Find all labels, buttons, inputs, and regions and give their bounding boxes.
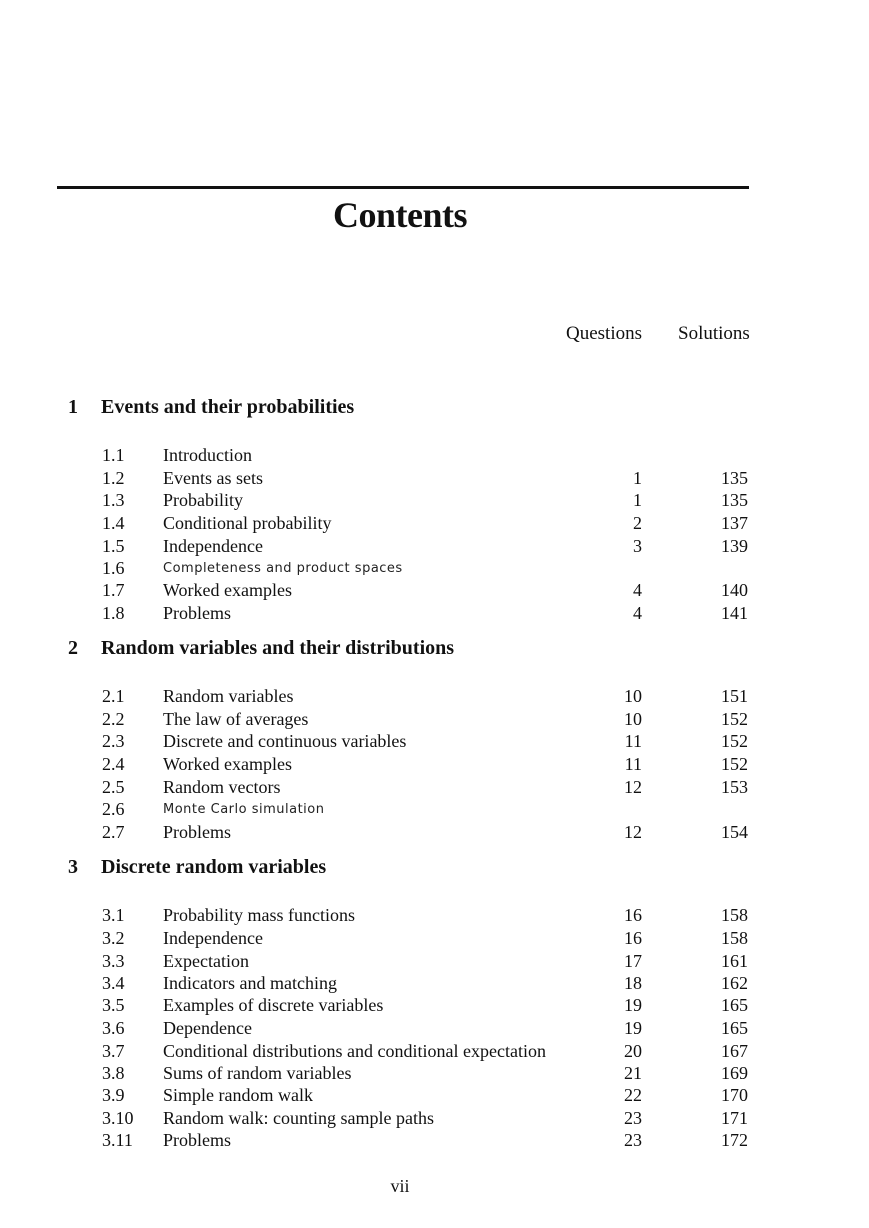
toc-entry-3-9[interactable]	[0, 1085, 869, 1107]
toc-entry-3-5[interactable]	[0, 995, 869, 1017]
section-number: 3.9	[102, 1085, 125, 1105]
solutions-page: 165	[721, 995, 748, 1015]
toc-entry-1-7[interactable]	[0, 580, 869, 602]
toc-entry-2-2[interactable]	[0, 709, 869, 731]
section-number: 1.6	[102, 558, 125, 578]
toc-entry-2-1[interactable]	[0, 686, 869, 708]
toc-entry-1-8[interactable]	[0, 603, 869, 625]
questions-page: 17	[624, 951, 642, 971]
section-number: 2.4	[102, 754, 125, 774]
section-title: Conditional distributions and conditional expectation	[163, 1041, 546, 1061]
chapter-number: 2	[68, 637, 78, 659]
section-number: 2.1	[102, 686, 125, 706]
questions-page: 11	[624, 754, 642, 774]
page-number: vii	[390, 1176, 410, 1196]
solutions-page: 165	[721, 1018, 748, 1038]
toc-entry-1-3[interactable]	[0, 490, 869, 512]
section-number: 2.7	[102, 822, 125, 842]
section-number: 1.4	[102, 513, 125, 533]
toc-entry-2-3[interactable]	[0, 731, 869, 753]
section-title: The law of averages	[163, 709, 309, 729]
section-number: 3.10	[102, 1108, 134, 1128]
section-title: Introduction	[163, 445, 252, 465]
questions-page: 4	[633, 580, 642, 600]
section-title: Completeness and product spaces	[163, 561, 403, 576]
section-title: Random variables	[163, 686, 294, 706]
chapter-title: Random variables and their distributions	[101, 637, 455, 659]
section-title: Random vectors	[163, 777, 281, 797]
section-number: 3.4	[102, 973, 125, 993]
questions-page: 16	[624, 928, 642, 948]
section-title: Expectation	[163, 951, 249, 971]
section-title: Worked examples	[163, 754, 293, 774]
section-title: Simple random walk	[163, 1085, 313, 1105]
section-title: Worked examples	[163, 580, 293, 600]
section-number: 3.5	[102, 995, 125, 1015]
toc-entry-3-11[interactable]	[0, 1130, 869, 1152]
toc-entry-1-5[interactable]	[0, 536, 869, 558]
questions-page: 22	[624, 1085, 642, 1105]
section-title: Events as sets	[163, 468, 263, 488]
questions-page: 11	[624, 731, 642, 751]
section-number: 2.2	[102, 709, 125, 729]
toc-entry-3-10[interactable]	[0, 1108, 869, 1130]
solutions-page: 162	[721, 973, 748, 993]
section-title: Indicators and matching	[163, 973, 337, 993]
section-title: Conditional probability	[163, 513, 332, 533]
toc-entry-3-8[interactable]	[0, 1063, 869, 1085]
section-number: 1.8	[102, 603, 125, 623]
section-number: 3.11	[102, 1130, 133, 1150]
solutions-page: 151	[721, 686, 748, 706]
chapter-number: 1	[68, 396, 78, 418]
questions-page: 19	[624, 1018, 642, 1038]
section-title: Discrete and continuous variables	[163, 731, 407, 751]
toc-entry-2-7[interactable]	[0, 822, 869, 844]
section-number: 3.2	[102, 928, 125, 948]
section-number: 3.1	[102, 905, 125, 925]
toc-entry-2-6[interactable]	[0, 799, 869, 821]
solutions-page: 152	[721, 731, 748, 751]
solutions-page: 158	[721, 928, 748, 948]
questions-column-header: Questions	[566, 323, 642, 344]
questions-page: 18	[624, 973, 642, 993]
section-title: Independence	[163, 928, 263, 948]
questions-page: 23	[624, 1130, 642, 1150]
section-number: 3.7	[102, 1041, 125, 1061]
solutions-page: 171	[721, 1108, 748, 1128]
solutions-page: 158	[721, 905, 748, 925]
solutions-page: 137	[721, 513, 748, 533]
toc-entry-1-1[interactable]	[0, 445, 869, 467]
questions-page: 1	[633, 468, 642, 488]
section-number: 3.3	[102, 951, 125, 971]
toc-entry-1-4[interactable]	[0, 513, 869, 535]
solutions-page: 169	[721, 1063, 748, 1083]
solutions-page: 172	[721, 1130, 748, 1150]
questions-page: 10	[624, 709, 642, 729]
solutions-column-header: Solutions	[678, 323, 750, 344]
toc-entry-3-1[interactable]	[0, 905, 869, 927]
section-title: Dependence	[163, 1018, 252, 1038]
questions-page: 23	[624, 1108, 642, 1128]
section-number: 3.8	[102, 1063, 125, 1083]
section-number: 3.6	[102, 1018, 125, 1038]
solutions-page: 139	[721, 536, 748, 556]
section-title: Probability mass functions	[163, 905, 355, 925]
section-title: Monte Carlo simulation	[163, 802, 325, 817]
section-number: 2.5	[102, 777, 125, 797]
toc-entry-2-4[interactable]	[0, 754, 869, 776]
section-number: 1.7	[102, 580, 125, 600]
toc-entry-1-2[interactable]	[0, 468, 869, 490]
solutions-page: 161	[721, 951, 748, 971]
chapter-title: Events and their probabilities	[101, 396, 355, 418]
page-title: Contents	[332, 195, 467, 235]
section-title: Problems	[163, 1130, 232, 1150]
solutions-page: 135	[721, 490, 748, 510]
chapter-title: Discrete random variables	[101, 856, 327, 878]
section-title: Examples of discrete variables	[163, 995, 384, 1015]
solutions-page: 170	[721, 1085, 748, 1105]
section-title: Probability	[163, 490, 243, 510]
section-number: 1.3	[102, 490, 125, 510]
questions-page: 19	[624, 995, 642, 1015]
toc-entry-3-2[interactable]	[0, 928, 869, 950]
toc-entry-1-6[interactable]	[0, 558, 869, 580]
section-title: Sums of random variables	[163, 1063, 352, 1083]
section-number: 1.5	[102, 536, 125, 556]
solutions-page: 140	[721, 580, 748, 600]
toc-entry-3-6[interactable]	[0, 1018, 869, 1040]
solutions-page: 167	[721, 1041, 748, 1061]
section-number: 1.1	[102, 445, 125, 465]
solutions-page: 152	[721, 754, 748, 774]
toc-entry-3-7[interactable]	[0, 1041, 869, 1063]
section-number: 1.2	[102, 468, 125, 488]
questions-page: 21	[624, 1063, 642, 1083]
questions-page: 12	[624, 777, 642, 797]
section-title: Independence	[163, 536, 263, 556]
solutions-page: 154	[721, 822, 748, 842]
toc-entry-2-5[interactable]	[0, 777, 869, 799]
solutions-page: 153	[721, 777, 748, 797]
questions-page: 4	[633, 603, 642, 623]
solutions-page: 135	[721, 468, 748, 488]
questions-page: 10	[624, 686, 642, 706]
section-title: Problems	[163, 603, 232, 623]
top-rule	[57, 186, 749, 189]
questions-page: 20	[624, 1041, 642, 1061]
section-title: Problems	[163, 822, 232, 842]
section-number: 2.6	[102, 799, 125, 819]
chapter-number: 3	[68, 856, 78, 878]
section-title: Random walk: counting sample paths	[163, 1108, 434, 1128]
solutions-page: 152	[721, 709, 748, 729]
questions-page: 3	[633, 536, 642, 556]
questions-page: 2	[633, 513, 642, 533]
toc-entry-3-3[interactable]	[0, 951, 869, 973]
solutions-page: 141	[721, 603, 748, 623]
questions-page: 16	[624, 905, 642, 925]
toc-entry-3-4[interactable]	[0, 973, 869, 995]
questions-page: 12	[624, 822, 642, 842]
section-number: 2.3	[102, 731, 125, 751]
questions-page: 1	[633, 490, 642, 510]
